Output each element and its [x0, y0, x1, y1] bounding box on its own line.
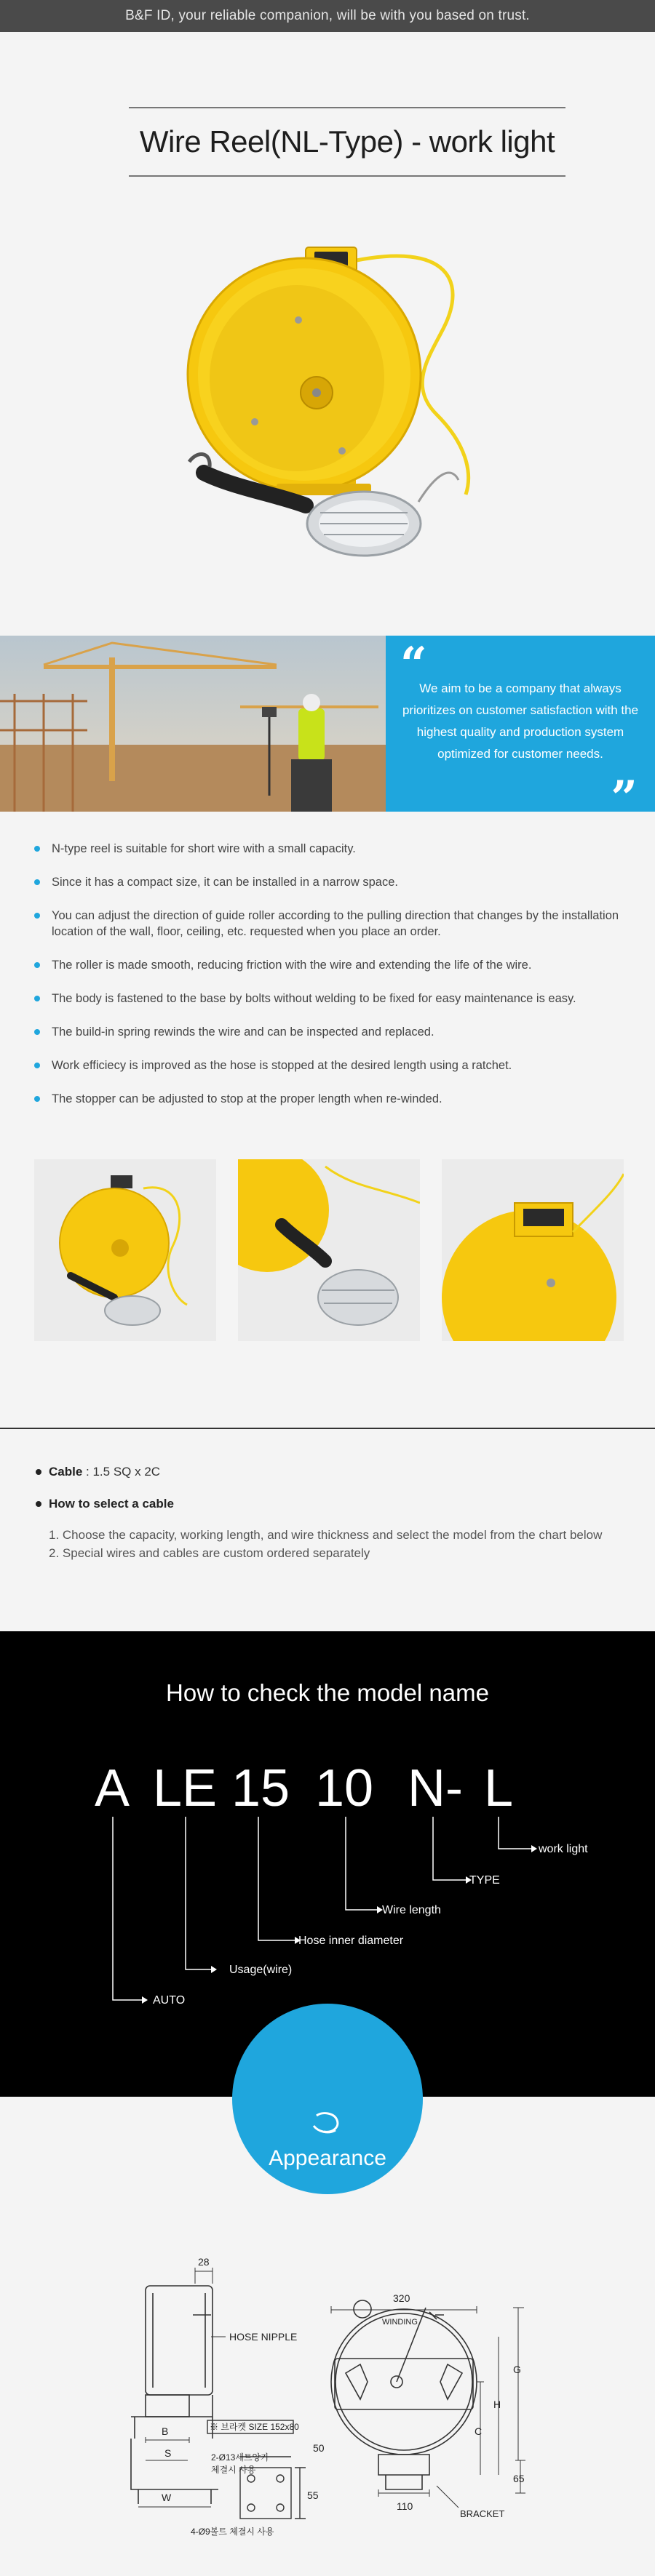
list-item — [33, 874, 630, 890]
label-work-light: work light — [539, 1843, 588, 1855]
feature-text: Since it has a compact size, it can be installed in a narrow space. — [52, 876, 398, 889]
dim-320: 320 — [393, 2292, 410, 2304]
construction-image — [0, 636, 386, 812]
quote-text: We aim to be a company that always prioritizes on customer satisfaction with the highest quality and production system optimized for customer needs. — [402, 681, 639, 761]
thumbnail-bracket — [442, 1159, 624, 1341]
bullet-icon — [34, 1063, 40, 1068]
dim-c: C — [475, 2425, 483, 2437]
code-n: N- — [408, 1759, 463, 1817]
bullet-icon — [34, 1029, 40, 1035]
list-item — [33, 1024, 630, 1040]
dim-hose-nipple: HOSE NIPPLE — [229, 2331, 298, 2343]
label-wire-length: Wire length — [382, 1904, 441, 1916]
list-item — [33, 908, 630, 940]
thumbnail-work-light — [238, 1159, 420, 1341]
bullet-icon — [34, 962, 40, 968]
dim-65: 65 — [513, 2473, 525, 2484]
section-divider — [0, 1428, 655, 1429]
dim-55: 55 — [307, 2489, 319, 2501]
thumbnail-gallery — [34, 1159, 624, 1341]
cable-label: Cable — [49, 1465, 83, 1479]
list-item — [33, 991, 630, 1007]
appearance-section — [0, 2097, 655, 2576]
bolt-note: 4-Ø9볼트 체결시 사용 — [191, 2527, 274, 2537]
dim-s: S — [164, 2447, 172, 2459]
dim-b: B — [162, 2425, 169, 2437]
label-type: TYPE — [469, 1874, 500, 1887]
thumbnail-reel-side — [34, 1159, 216, 1341]
feature-list — [33, 841, 630, 1124]
dim-110: 110 — [397, 2500, 413, 2512]
bracket-label: BRACKET — [460, 2508, 505, 2519]
cable-row: Cable : 1.5 SQ x 2C — [33, 1465, 637, 1479]
top-banner-text: B&F ID, your reliable companion, will be with you based on trust. — [125, 8, 530, 23]
bullet-icon — [36, 1501, 41, 1507]
appearance-title: Appearance — [269, 2146, 386, 2170]
list-item — [33, 1057, 630, 1073]
bullet-icon — [34, 913, 40, 919]
feature-text: The build-in spring rewinds the wire and can be inspected and replaced. — [52, 1025, 434, 1039]
hole-note-1: 2-Ø13세트앙카 — [211, 2452, 269, 2463]
bullet-icon — [36, 1469, 41, 1475]
dim-w: W — [162, 2492, 172, 2503]
hole-note-2: 체결시 사용 — [211, 2465, 256, 2475]
step-2: 2. Special wires and cables are custom ordered separately — [49, 1546, 370, 1560]
code-a: A — [95, 1759, 130, 1817]
code-15: 15 — [231, 1759, 290, 1817]
title-rule-bottom — [129, 175, 565, 177]
feature-text: You can adjust the direction of guide roller according to the pulling direction that changes by the installation location of the wall, floor, ceiling, etc. requested when you place an order. — [52, 909, 619, 938]
code-le: LE — [153, 1759, 218, 1817]
quote-box — [386, 636, 655, 825]
label-auto: AUTO — [153, 1994, 186, 2007]
feature-text: N-type reel is suitable for short wire with a small capacity. — [52, 842, 356, 855]
select-label: How to select a cable — [49, 1497, 174, 1511]
label-hose-diameter: Hose inner diameter — [298, 1935, 404, 1947]
label-usage: Usage(wire) — [229, 1964, 293, 1976]
bracket-size-note: ※ 브라켓 SIZE 152x80 — [210, 2422, 299, 2432]
bullet-icon — [34, 846, 40, 852]
bullet-icon — [34, 996, 40, 1001]
select-steps — [33, 1526, 637, 1562]
bullet-icon — [34, 1096, 40, 1102]
hero-reel-image — [0, 233, 655, 582]
list-item — [33, 1091, 630, 1107]
bullet-icon — [34, 879, 40, 885]
construction-photo — [0, 636, 386, 812]
quote-close-icon: ” — [611, 771, 638, 825]
top-banner — [0, 0, 655, 32]
page-title: Wire Reel(NL-Type) - work light — [139, 124, 555, 159]
company-banner — [0, 636, 655, 825]
list-item — [33, 841, 630, 857]
feature-text: Work efficiecy is improved as the hose is stopped at the desired length using a ratchet. — [52, 1059, 512, 1072]
dim-28: 28 — [198, 2256, 210, 2268]
title-block — [129, 107, 565, 177]
winding-label: WINDING — [382, 2318, 418, 2327]
dim-g: G — [513, 2364, 521, 2375]
cable-value: 1.5 SQ x 2C — [92, 1465, 161, 1479]
step-1: 1. Choose the capacity, working length, and wire thickness and select the model from the chart below — [49, 1528, 603, 1542]
model-heading: How to check the model name — [166, 1679, 489, 1706]
select-row — [33, 1497, 637, 1511]
cable-specs — [33, 1465, 637, 1562]
dim-50: 50 — [313, 2442, 325, 2454]
feature-text: The roller is made smooth, reducing friction with the wire and extending the life of the wire. — [52, 959, 532, 972]
dim-h: H — [493, 2399, 501, 2410]
code-10: 10 — [315, 1759, 374, 1817]
list-item — [33, 957, 630, 973]
quote-open-icon: “ — [400, 637, 427, 692]
technical-drawing — [0, 2097, 655, 2576]
feature-text: The stopper can be adjusted to stop at the proper length when re-winded. — [52, 1092, 442, 1105]
code-l: L — [484, 1759, 514, 1817]
feature-text: The body is fastened to the base by bolts without welding to be fixed for easy maintenance is easy. — [52, 992, 576, 1005]
